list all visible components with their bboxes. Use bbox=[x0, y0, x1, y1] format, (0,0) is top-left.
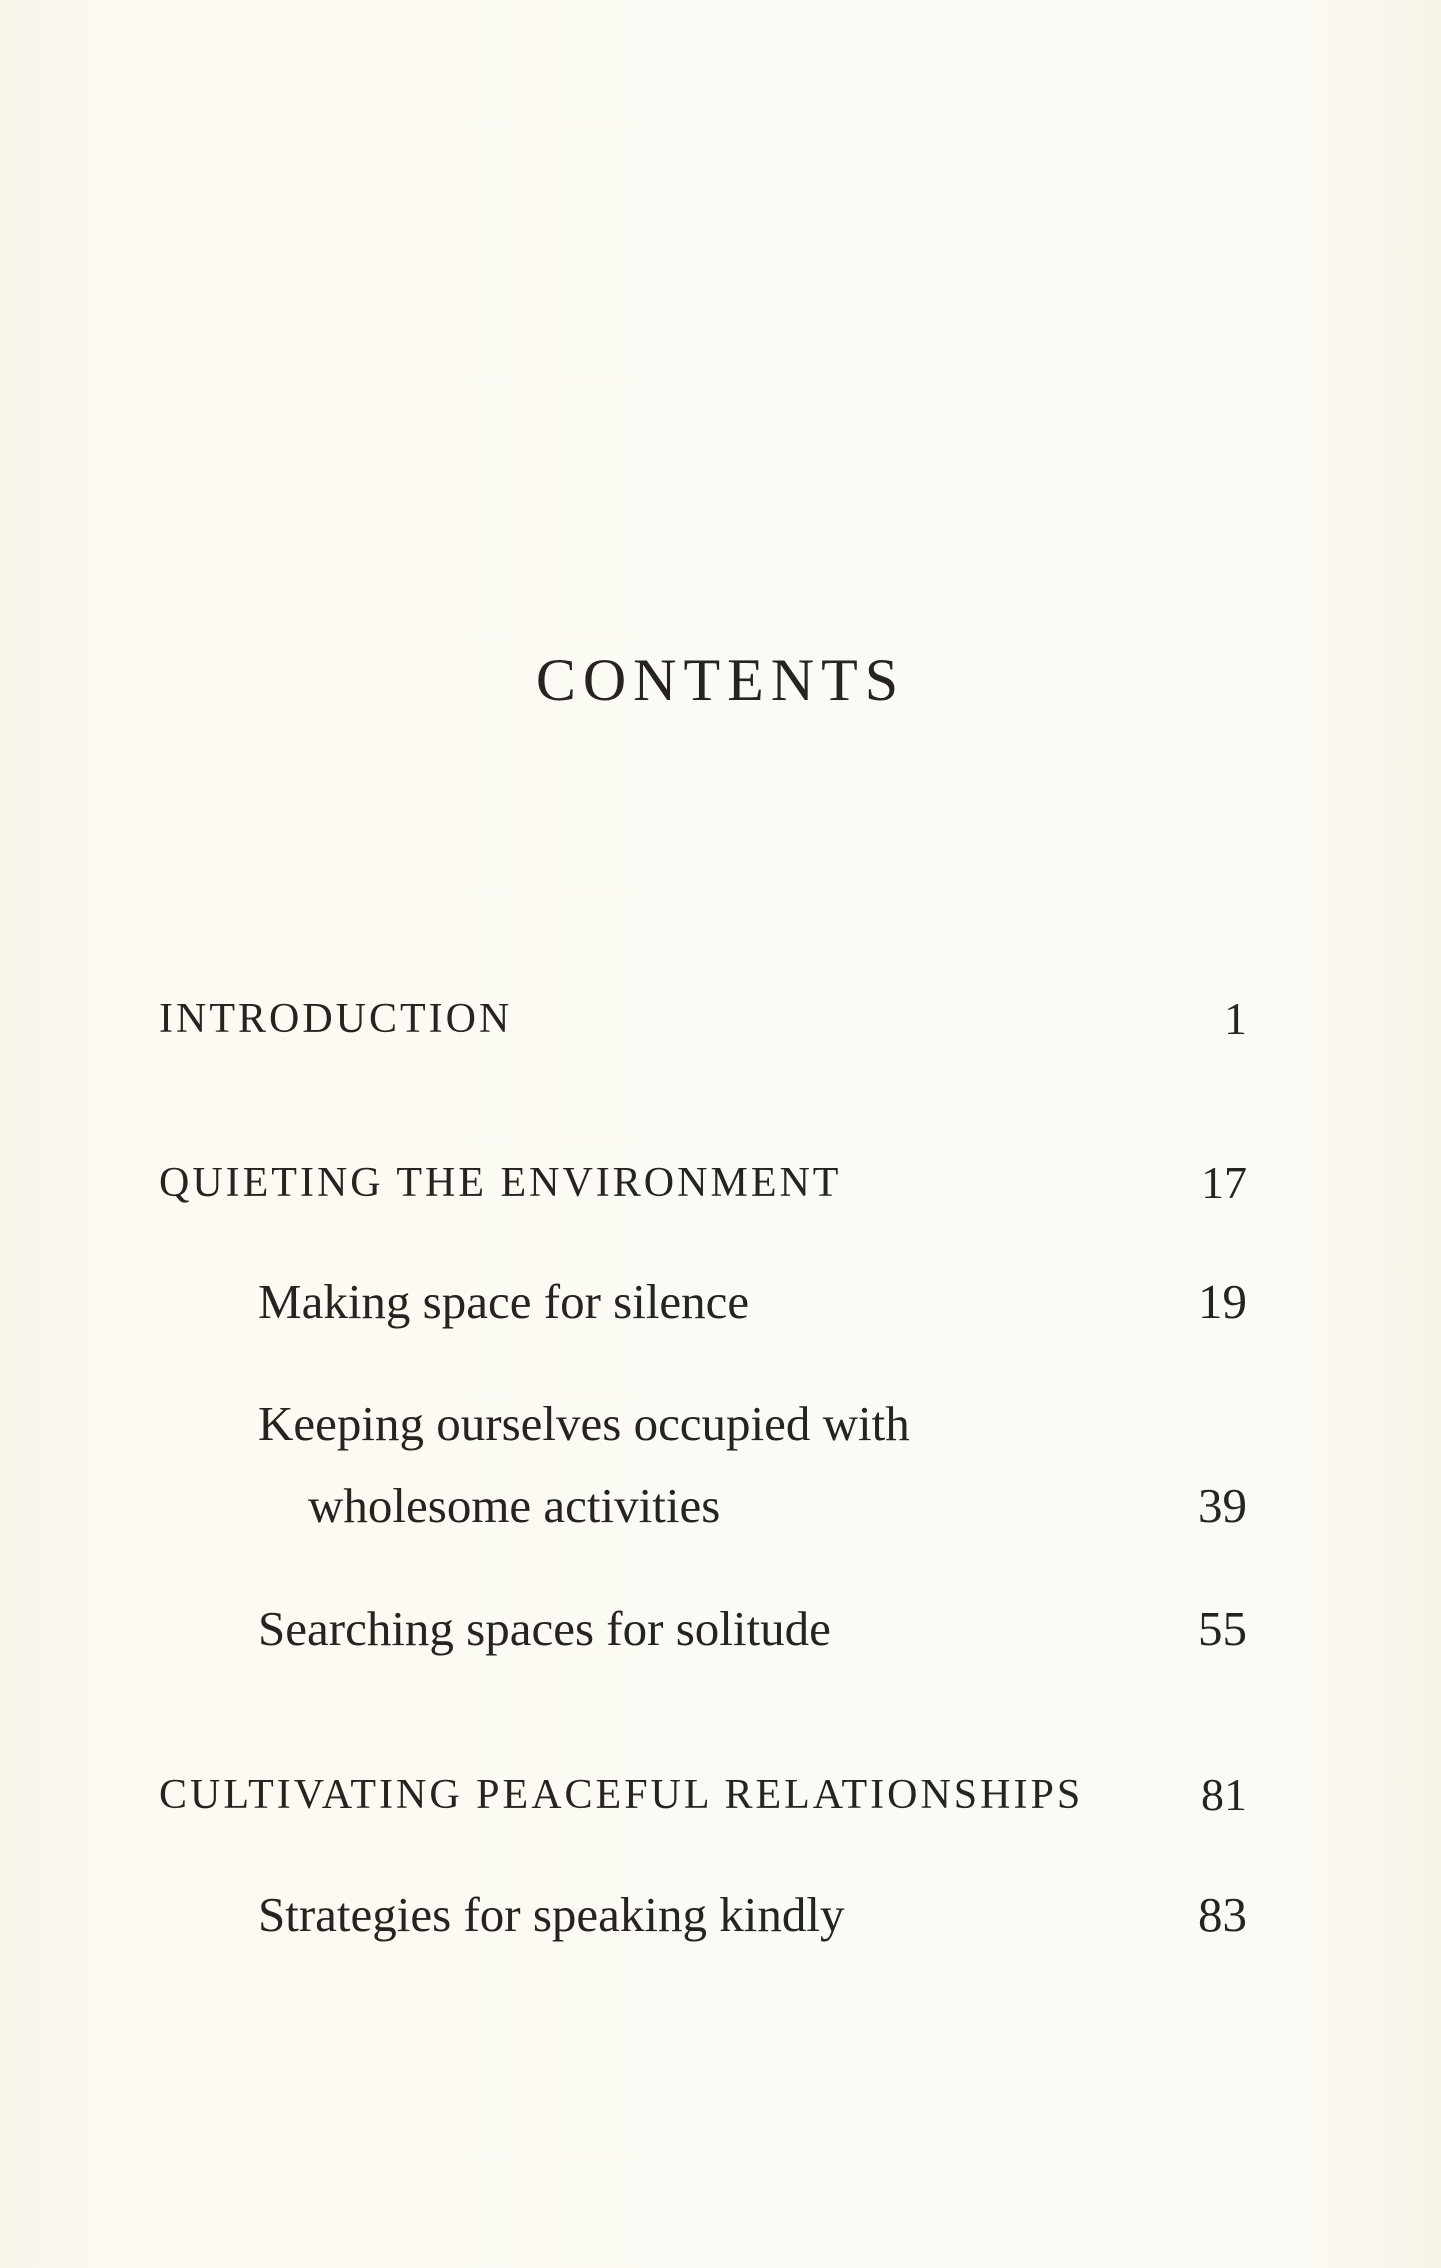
toc-part-label: CULTIVATING PEACEFUL RELATIONSHIPS bbox=[159, 1772, 1084, 1818]
toc-page-number: 83 bbox=[1198, 1887, 1247, 1942]
contents-heading: CONTENTS bbox=[535, 647, 906, 713]
toc-page-number: 39 bbox=[1198, 1478, 1247, 1533]
toc-chapter-label: Making space for silence bbox=[258, 1274, 750, 1329]
toc-page-number: 17 bbox=[1201, 1157, 1247, 1208]
toc-part-label: INTRODUCTION bbox=[159, 996, 513, 1042]
toc-page-number: 1 bbox=[1224, 993, 1247, 1044]
toc-chapter-label-continuation: wholesome activities bbox=[308, 1478, 721, 1533]
toc-entry-keeping-ourselves-occupied-line1 bbox=[0, 1389, 1441, 1459]
toc-page-number: 81 bbox=[1201, 1769, 1247, 1820]
toc-entry-quieting-the-environment bbox=[0, 1148, 1441, 1218]
toc-entry-cultivating-peaceful-relationships bbox=[0, 1760, 1441, 1830]
toc-chapter-label: Keeping ourselves occupied with bbox=[258, 1396, 910, 1451]
toc-page-number: 55 bbox=[1198, 1601, 1247, 1656]
toc-entry-strategies-for-speaking-kindly bbox=[0, 1880, 1441, 1950]
toc-entry-making-space-for-silence bbox=[0, 1267, 1441, 1337]
toc-chapter-label: Searching spaces for solitude bbox=[258, 1601, 831, 1656]
toc-chapter-label: Strategies for speaking kindly bbox=[258, 1887, 845, 1942]
toc-entry-introduction bbox=[0, 984, 1441, 1054]
toc-entry-searching-spaces-for-solitude bbox=[0, 1594, 1441, 1664]
toc-part-label: QUIETING THE ENVIRONMENT bbox=[159, 1160, 842, 1206]
toc-entry-keeping-ourselves-occupied-line2 bbox=[0, 1471, 1441, 1541]
toc-page-number: 19 bbox=[1198, 1274, 1247, 1329]
